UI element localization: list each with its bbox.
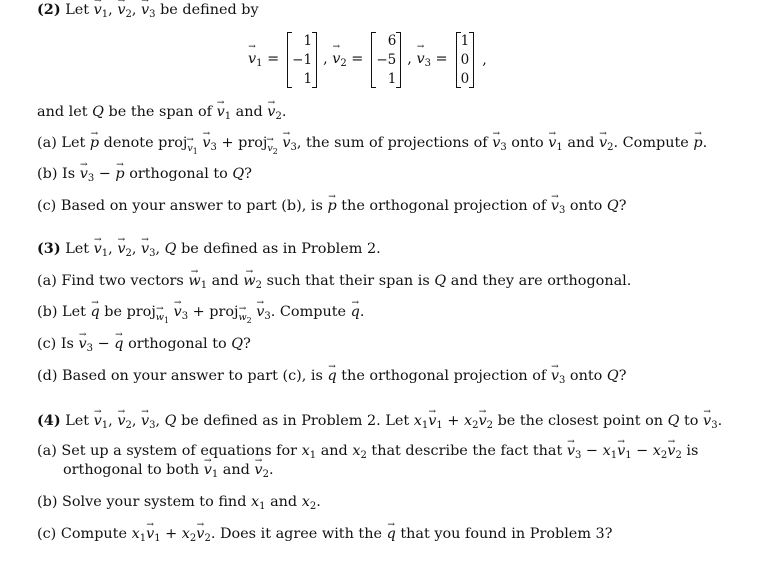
matrix-v1: 1 −1 1 — [287, 32, 317, 88]
problem-2c: (c) Based on your answer to part (b), is → p the orthogonal projection of → $v_3$ onto Q? — [37, 197, 626, 220]
problem-3c: (c) $Is \to v_3$ − → q orthogonal to Q? — [37, 335, 251, 358]
problem-2a: (a) Let → p denote proj→ $_{v_1} \to v_3$ + proj→ $_{v_2} \to v_3$, the sum of projections of → $v_3$ onto → $v_1$ and → $v_2$. Compute → p. — [37, 134, 707, 161]
problem-number: (3) — [37, 240, 61, 257]
problem-4c: (c) Compute $x_1\to v_1 + x_2\to v_2$. Does it agree with the → q that you found in Problem 3? — [37, 525, 612, 548]
matrix-v2: 6 −5 1 — [371, 32, 401, 88]
problem-2-intro: (2) Let → $v_1$, → $v_2$, → $v_3$ be defined by — [37, 1, 259, 24]
text: Let — [65, 2, 90, 18]
vector-definitions: → $v_1$ = 1 −1 1 , → $v_2$ = 6 −5 1 , → $v_3$ = 1 0 0 , — [248, 32, 487, 88]
problem-number: (4) — [37, 412, 61, 429]
problem-4a: (a) Set up a system of equations for $x_1$ and $x_2$ that describe the fact that → $v_3 - x_1\to v_1 - x_2\to v_2$ is — [37, 442, 698, 465]
problem-4a-cont: orthogonal to both → $v_1$ and → $v_2$. — [63, 461, 274, 484]
problem-2b: (b) $Is \to v_3$ − → p orthogonal to Q? — [37, 165, 252, 188]
problem-3d: (d) Based on your answer to part (c), is → q the orthogonal projection of → $v_3$ onto Q? — [37, 367, 626, 390]
problem-number: (2) — [37, 1, 61, 18]
problem-2-span: and let Q be the span of → $v_1$ and → $v_2$. — [37, 103, 286, 126]
problem-3a: (a) Find two vectors → $w_1$ and → $w_2$ such that their span is Q and they are orthogonal. — [37, 272, 631, 295]
problem-4b: (b) Solve your system to find $x_1$ and $x_2$. — [37, 494, 321, 512]
text: be defined by — [160, 2, 259, 18]
problem-3b: (b) Let → q be proj→ $_{w_1} \to v_3$ + proj→ $_{w_2} \to v_3$. Compute → q. — [37, 303, 364, 330]
matrix-v3: 1 0 0 — [456, 32, 475, 88]
problem-3-intro: (3) Let → $v_1$, → $v_2$, → $v_3$, Q be defined as in Problem 2. — [37, 240, 381, 263]
problem-4-intro: (4) Let → $v_1$, → $v_2$, → $v_3$, Q be defined as in Problem 2. Let $x_1\to v_1 + x_2\to v_2$ be the closest point on Q to → $v_3$. — [37, 412, 722, 435]
